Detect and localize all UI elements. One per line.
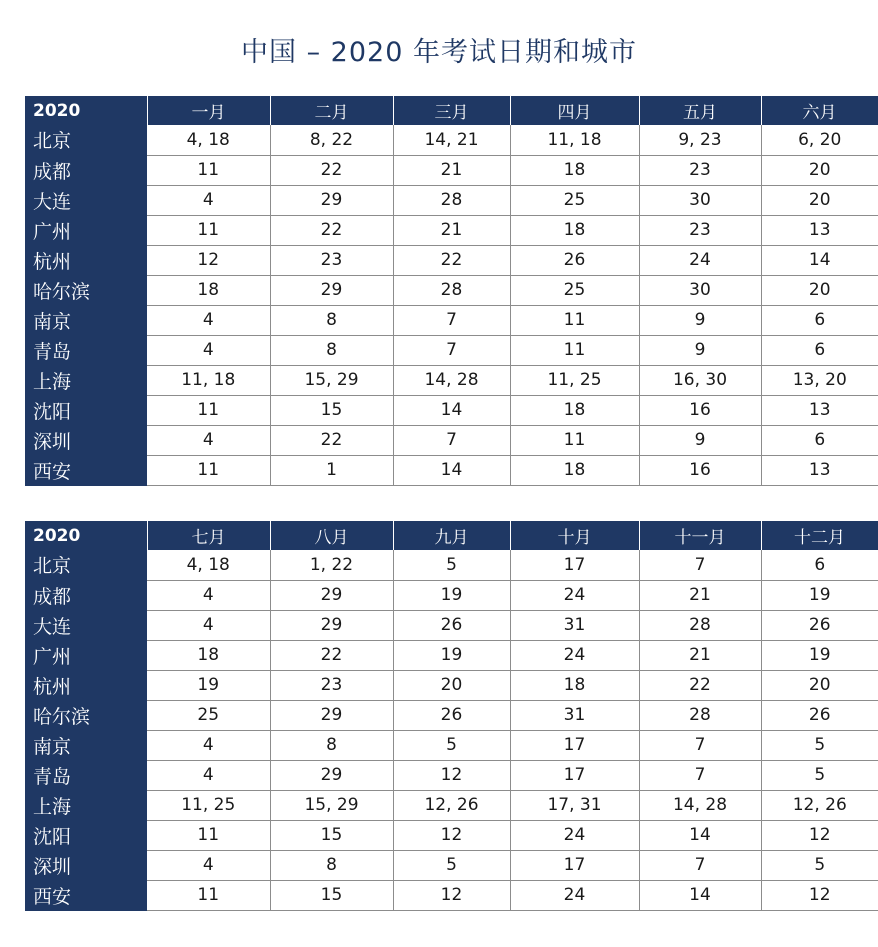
exam-date-cell: 5	[393, 550, 510, 580]
exam-date-cell: 29	[270, 610, 393, 640]
table-row	[25, 580, 878, 610]
exam-date-cell: 21	[393, 155, 510, 185]
exam-date-cell: 29	[270, 275, 393, 305]
exam-date-cell: 17	[510, 850, 639, 880]
exam-date-cell: 28	[393, 185, 510, 215]
table-row	[25, 245, 878, 275]
exam-date-cell: 22	[270, 425, 393, 455]
exam-date-cell: 11, 18	[147, 365, 270, 395]
exam-date-cell: 15	[270, 395, 393, 425]
table-row	[25, 550, 878, 580]
exam-date-cell: 30	[639, 185, 761, 215]
exam-date-cell: 17	[510, 730, 639, 760]
table-row	[25, 455, 878, 485]
exam-date-cell: 9	[639, 335, 761, 365]
exam-date-cell: 4	[147, 305, 270, 335]
table-row	[25, 425, 878, 455]
exam-date-cell: 6	[761, 335, 878, 365]
city-label: 南京	[25, 730, 147, 760]
city-label: 广州	[25, 640, 147, 670]
exam-date-cell: 15	[270, 820, 393, 850]
exam-date-cell: 24	[510, 880, 639, 910]
exam-date-cell: 11	[147, 215, 270, 245]
exam-date-cell: 14	[393, 455, 510, 485]
exam-date-cell: 20	[761, 275, 878, 305]
exam-date-cell: 18	[147, 640, 270, 670]
exam-date-cell: 26	[393, 700, 510, 730]
city-label: 哈尔滨	[25, 275, 147, 305]
city-label: 大连	[25, 610, 147, 640]
table-row	[25, 215, 878, 245]
city-label: 上海	[25, 365, 147, 395]
exam-date-cell: 14, 21	[393, 125, 510, 155]
city-label: 北京	[25, 125, 147, 155]
exam-date-cell: 21	[639, 580, 761, 610]
city-label: 成都	[25, 155, 147, 185]
exam-date-cell: 4	[147, 580, 270, 610]
exam-date-cell: 4	[147, 730, 270, 760]
table-row	[25, 700, 878, 730]
exam-date-cell: 14	[761, 245, 878, 275]
exam-date-cell: 7	[393, 305, 510, 335]
exam-date-cell: 4	[147, 760, 270, 790]
month-header: 十一月	[639, 521, 761, 550]
exam-date-cell: 4, 18	[147, 125, 270, 155]
city-label: 上海	[25, 790, 147, 820]
exam-date-cell: 31	[510, 610, 639, 640]
table-row	[25, 760, 878, 790]
exam-date-cell: 22	[270, 640, 393, 670]
exam-date-cell: 12	[761, 820, 878, 850]
month-header: 九月	[393, 521, 510, 550]
table-row	[25, 335, 878, 365]
table-row	[25, 880, 878, 910]
table-row	[25, 640, 878, 670]
exam-date-cell: 4, 18	[147, 550, 270, 580]
month-header: 三月	[393, 96, 510, 125]
exam-date-cell: 29	[270, 580, 393, 610]
city-label: 杭州	[25, 245, 147, 275]
month-header: 十二月	[761, 521, 878, 550]
month-header: 五月	[639, 96, 761, 125]
exam-date-cell: 31	[510, 700, 639, 730]
table-row	[25, 275, 878, 305]
exam-date-cell: 20	[393, 670, 510, 700]
table-row	[25, 610, 878, 640]
month-header: 八月	[270, 521, 393, 550]
exam-date-cell: 18	[510, 215, 639, 245]
exam-date-cell: 6, 20	[761, 125, 878, 155]
schedule-table-h1	[25, 96, 878, 486]
exam-date-cell: 4	[147, 335, 270, 365]
city-label: 青岛	[25, 335, 147, 365]
table-row	[25, 395, 878, 425]
exam-date-cell: 24	[510, 580, 639, 610]
exam-date-cell: 29	[270, 185, 393, 215]
exam-date-cell: 18	[510, 395, 639, 425]
city-label: 沈阳	[25, 820, 147, 850]
exam-date-cell: 11	[510, 335, 639, 365]
exam-date-cell: 4	[147, 185, 270, 215]
exam-date-cell: 24	[639, 245, 761, 275]
exam-date-cell: 11, 25	[510, 365, 639, 395]
exam-date-cell: 14	[639, 880, 761, 910]
exam-date-cell: 7	[639, 550, 761, 580]
city-label: 南京	[25, 305, 147, 335]
exam-date-cell: 7	[639, 760, 761, 790]
exam-date-cell: 26	[510, 245, 639, 275]
exam-date-cell: 11	[147, 455, 270, 485]
month-header: 二月	[270, 96, 393, 125]
city-label: 深圳	[25, 850, 147, 880]
city-label: 沈阳	[25, 395, 147, 425]
exam-date-cell: 6	[761, 425, 878, 455]
exam-date-cell: 29	[270, 700, 393, 730]
exam-date-cell: 12	[393, 820, 510, 850]
exam-date-cell: 19	[761, 580, 878, 610]
exam-date-cell: 13, 20	[761, 365, 878, 395]
exam-date-cell: 7	[639, 850, 761, 880]
exam-date-cell: 17	[510, 550, 639, 580]
exam-date-cell: 11	[510, 305, 639, 335]
exam-date-cell: 9	[639, 305, 761, 335]
exam-date-cell: 11	[147, 820, 270, 850]
exam-date-cell: 9, 23	[639, 125, 761, 155]
exam-date-cell: 16	[639, 395, 761, 425]
exam-date-cell: 1, 22	[270, 550, 393, 580]
exam-date-cell: 15, 29	[270, 365, 393, 395]
exam-date-cell: 18	[510, 155, 639, 185]
exam-date-cell: 5	[761, 760, 878, 790]
exam-date-cell: 12	[147, 245, 270, 275]
exam-date-cell: 28	[393, 275, 510, 305]
exam-date-cell: 11	[147, 395, 270, 425]
exam-date-cell: 11, 18	[510, 125, 639, 155]
exam-date-cell: 1	[270, 455, 393, 485]
table-row	[25, 305, 878, 335]
exam-date-cell: 19	[393, 580, 510, 610]
table-row	[25, 125, 878, 155]
table-row	[25, 790, 878, 820]
exam-date-cell: 18	[510, 455, 639, 485]
exam-date-cell: 28	[639, 700, 761, 730]
exam-date-cell: 5	[761, 730, 878, 760]
exam-date-cell: 16, 30	[639, 365, 761, 395]
exam-date-cell: 20	[761, 670, 878, 700]
exam-date-cell: 22	[270, 215, 393, 245]
exam-date-cell: 29	[270, 760, 393, 790]
exam-date-cell: 7	[393, 335, 510, 365]
city-label: 北京	[25, 550, 147, 580]
month-header: 七月	[147, 521, 270, 550]
exam-date-cell: 25	[510, 185, 639, 215]
exam-date-cell: 12	[393, 760, 510, 790]
exam-date-cell: 6	[761, 305, 878, 335]
city-label: 成都	[25, 580, 147, 610]
city-label: 深圳	[25, 425, 147, 455]
exam-date-cell: 23	[639, 155, 761, 185]
exam-date-cell: 4	[147, 850, 270, 880]
exam-date-cell: 8	[270, 335, 393, 365]
exam-date-cell: 26	[393, 610, 510, 640]
exam-date-cell: 7	[393, 425, 510, 455]
exam-date-cell: 26	[761, 700, 878, 730]
exam-date-cell: 18	[147, 275, 270, 305]
page-title: 中国 – 2020 年考试日期和城市	[241, 37, 637, 68]
exam-date-cell: 17, 31	[510, 790, 639, 820]
exam-date-cell: 19	[147, 670, 270, 700]
exam-date-cell: 12, 26	[761, 790, 878, 820]
exam-date-cell: 5	[761, 850, 878, 880]
exam-date-cell: 5	[393, 850, 510, 880]
table-header-row	[25, 96, 878, 125]
exam-date-cell: 28	[639, 610, 761, 640]
exam-date-cell: 6	[761, 550, 878, 580]
exam-date-cell: 22	[393, 245, 510, 275]
table-row	[25, 365, 878, 395]
month-header: 一月	[147, 96, 270, 125]
exam-date-cell: 20	[761, 155, 878, 185]
exam-date-cell: 19	[393, 640, 510, 670]
exam-date-cell: 19	[761, 640, 878, 670]
exam-date-cell: 21	[639, 640, 761, 670]
exam-date-cell: 14, 28	[393, 365, 510, 395]
exam-date-cell: 23	[270, 245, 393, 275]
exam-date-cell: 18	[510, 670, 639, 700]
exam-date-cell: 13	[761, 455, 878, 485]
month-header: 十月	[510, 521, 639, 550]
exam-date-cell: 11	[147, 880, 270, 910]
table-row	[25, 155, 878, 185]
exam-date-cell: 22	[639, 670, 761, 700]
exam-date-cell: 23	[639, 215, 761, 245]
exam-date-cell: 14	[393, 395, 510, 425]
exam-date-cell: 12	[761, 880, 878, 910]
exam-date-cell: 4	[147, 610, 270, 640]
exam-date-cell: 15	[270, 880, 393, 910]
year-header: 2020	[25, 521, 147, 550]
exam-date-cell: 4	[147, 425, 270, 455]
exam-date-cell: 15, 29	[270, 790, 393, 820]
schedule-table-h2	[25, 521, 878, 911]
exam-date-cell: 13	[761, 395, 878, 425]
exam-date-cell: 11, 25	[147, 790, 270, 820]
city-label: 哈尔滨	[25, 700, 147, 730]
table-row	[25, 730, 878, 760]
exam-date-cell: 9	[639, 425, 761, 455]
exam-date-cell: 14, 28	[639, 790, 761, 820]
exam-date-cell: 26	[761, 610, 878, 640]
table-row	[25, 185, 878, 215]
exam-date-cell: 8	[270, 730, 393, 760]
exam-date-cell: 8	[270, 305, 393, 335]
city-label: 西安	[25, 880, 147, 910]
city-label: 青岛	[25, 760, 147, 790]
exam-date-cell: 25	[510, 275, 639, 305]
exam-date-cell: 17	[510, 760, 639, 790]
exam-date-cell: 20	[761, 185, 878, 215]
exam-date-cell: 11	[147, 155, 270, 185]
exam-date-cell: 25	[147, 700, 270, 730]
exam-date-cell: 16	[639, 455, 761, 485]
city-label: 西安	[25, 455, 147, 485]
exam-date-cell: 23	[270, 670, 393, 700]
month-header: 六月	[761, 96, 878, 125]
table-row	[25, 670, 878, 700]
exam-date-cell: 24	[510, 640, 639, 670]
exam-date-cell: 30	[639, 275, 761, 305]
exam-date-cell: 12	[393, 880, 510, 910]
table-header-row	[25, 521, 878, 550]
exam-date-cell: 14	[639, 820, 761, 850]
exam-date-cell: 12, 26	[393, 790, 510, 820]
year-header: 2020	[25, 96, 147, 125]
exam-date-cell: 21	[393, 215, 510, 245]
exam-date-cell: 24	[510, 820, 639, 850]
exam-date-cell: 13	[761, 215, 878, 245]
exam-date-cell: 22	[270, 155, 393, 185]
table-row	[25, 820, 878, 850]
exam-date-cell: 8	[270, 850, 393, 880]
exam-date-cell: 11	[510, 425, 639, 455]
exam-date-cell: 8, 22	[270, 125, 393, 155]
city-label: 杭州	[25, 670, 147, 700]
month-header: 四月	[510, 96, 639, 125]
exam-date-cell: 7	[639, 730, 761, 760]
city-label: 广州	[25, 215, 147, 245]
table-row	[25, 850, 878, 880]
city-label: 大连	[25, 185, 147, 215]
exam-date-cell: 5	[393, 730, 510, 760]
